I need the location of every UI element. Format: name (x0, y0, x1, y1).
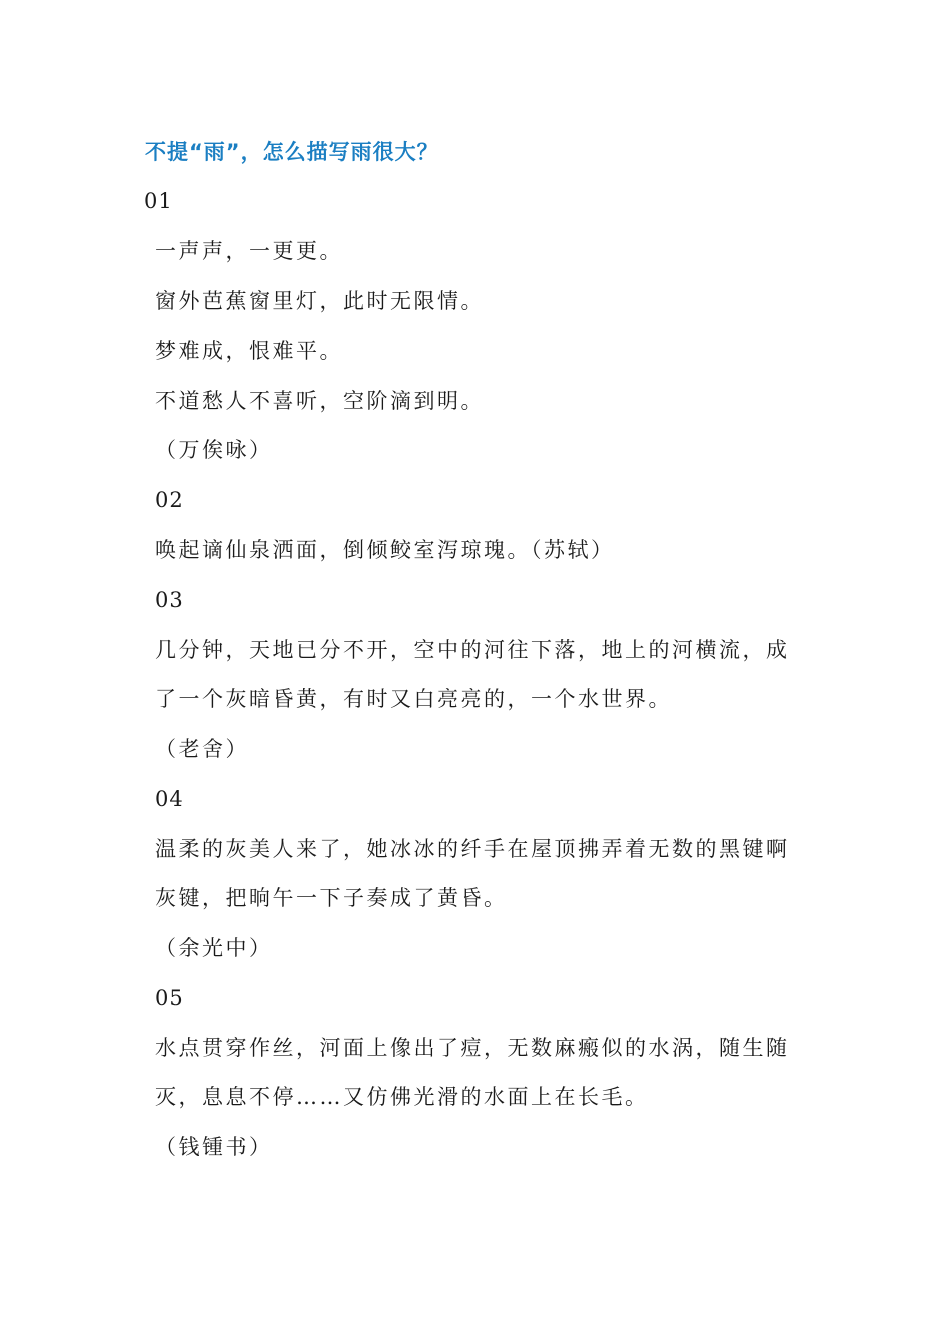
prose-line: 了一个灰暗昏黄，有时又白亮亮的，一个水世界。 (155, 687, 672, 711)
verse-line: 一声声，一更更。 (155, 239, 343, 263)
section-number: 05 (155, 986, 184, 1010)
verse-line: 唤起谪仙泉洒面，倒倾鲛室泻琼瑰。（苏轼） (155, 538, 615, 562)
author-attribution: （钱锺书） (155, 1135, 273, 1159)
section-number: 02 (155, 488, 184, 512)
verse-line: 窗外芭蕉窗里灯，此时无限情。 (155, 289, 484, 313)
verse-line: 不道愁人不喜听，空阶滴到明。 (155, 389, 484, 413)
document-title: 不提“雨”，怎么描写雨很大？ (145, 140, 439, 164)
prose-line: 灰键，把晌午一下子奏成了黄昏。 (155, 886, 508, 910)
author-attribution: （余光中） (155, 936, 273, 960)
author-attribution: （万俟咏） (155, 438, 273, 462)
author-attribution: （老舍） (155, 737, 249, 761)
section-number: 03 (155, 588, 184, 612)
section-number: 04 (155, 787, 184, 811)
prose-line: 温柔的灰美人来了，她冰冰的纤手在屋顶拂弄着无数的黑键啊 (155, 837, 790, 861)
verse-line: 梦难成，恨难平。 (155, 339, 343, 363)
prose-line: 几分钟，天地已分不开，空中的河往下落，地上的河横流，成 (155, 638, 790, 662)
section-number: 01 (144, 189, 173, 213)
prose-line: 灭，息息不停……又仿佛光滑的水面上在长毛。 (155, 1085, 649, 1109)
prose-line: 水点贯穿作丝，河面上像出了痘，无数麻瘢似的水涡，随生随 (155, 1036, 790, 1060)
